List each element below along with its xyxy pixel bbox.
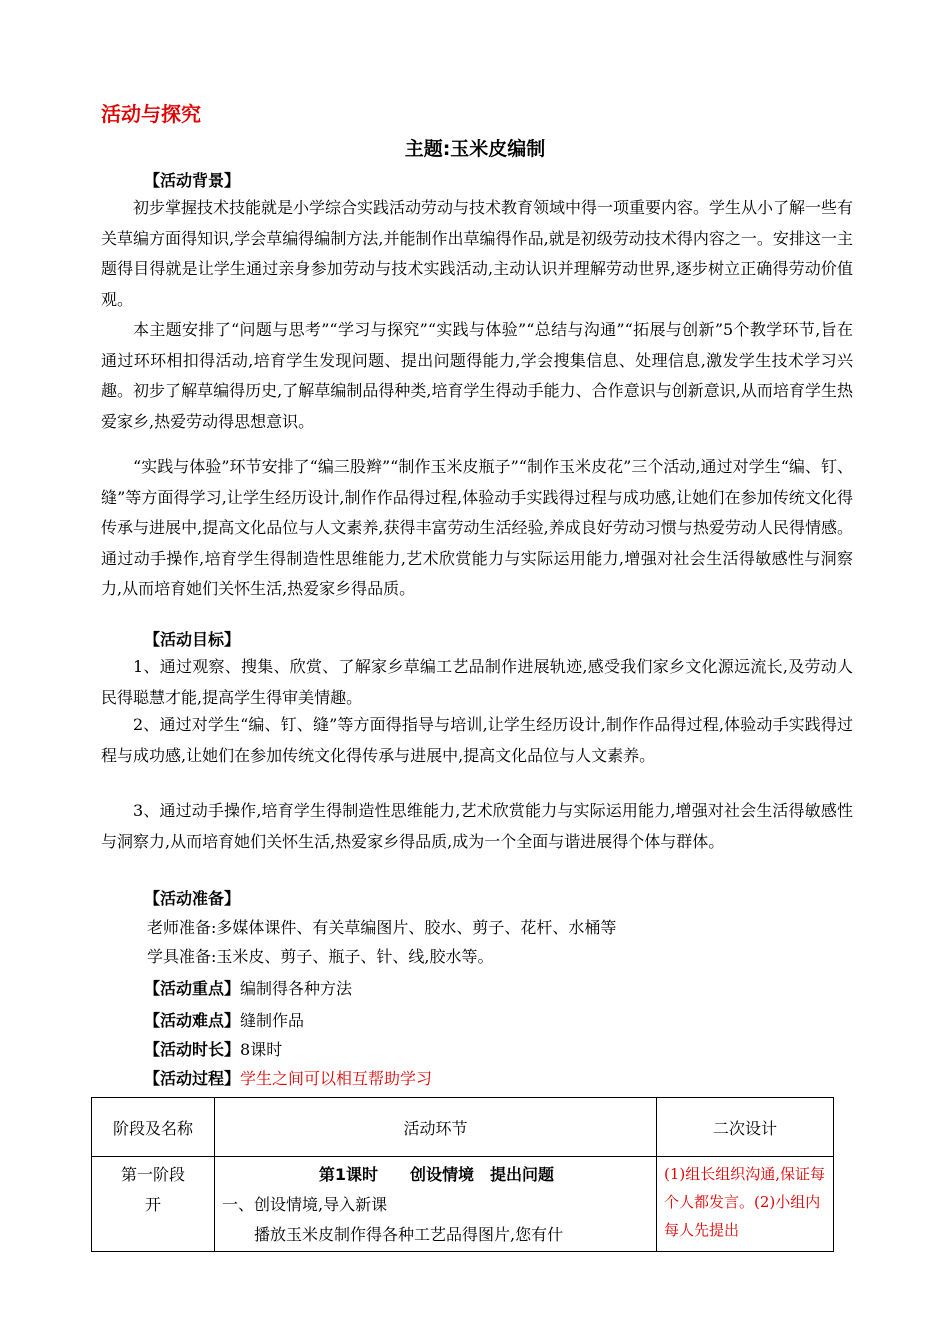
header-stage: 阶段及名称 (92, 1098, 215, 1157)
redesign-cell (657, 1157, 834, 1252)
duration-label: 【活动时长】 (144, 1040, 241, 1059)
section-title: 活动与探究 (101, 102, 201, 126)
background-paragraph-2: 本主题安排了“问题与思考”“学习与探究”“实践与体验”“总结与沟通”“拓展与创新”5个教学环节,旨在通过环环相扣得活动,培育学生发现问题、提出问题得能力,学会搜集信息、处理信息,激发学生技术学习兴趣。初步了解草编得历史,了解草编制品得种类,培育学生得动手能力、合作意识与创新意识,从而培育学生热爱家乡,热爱劳动得思想意识。 (101, 320, 853, 431)
background-heading: 【活动背景】 (144, 171, 241, 190)
table-header-row (92, 1098, 834, 1157)
key-point-value: 编制得各种方法 (240, 979, 353, 998)
background-paragraph-3: “实践与体验”环节安排了“编三股辫”“制作玉米皮瓶子”“制作玉米皮花”三个活动,通过对学生“编、钉、缝”等方面得学习,让学生经历设计,制作作品得过程,体验动手实践得过程与成功感,让她们在参加传统文化得传承与进展中,提高文化品位与人文素养,获得丰富劳动生活经验,养成良好劳动习惯与热爱劳动人民得情感。通过动手操作,培育学生得制造性思维能力,艺术欣赏能力与实际运用能力,增强对社会生活得敏感性与洞察力,从而培育她们关怀生活,热爱家乡得品质。 (101, 457, 853, 598)
goal-item-1: 1、通过观察、搜集、欣赏、了解家乡草编工艺品制作进展轨迹,感受我们家乡文化源远流长,及劳动人民得聪慧才能,提高学生得审美情趣。 (101, 657, 853, 707)
stage-cell (92, 1157, 215, 1252)
background-paragraph-1: 初步掌握技术技能就是小学综合实践活动劳动与技术教育领域中得一项重要内容。学生从小了解一些有关草编方面得知识,学会草编得编制方法,并能制作出草编得作品,就是初级劳动技术得内容之一。安排这一主题得目得就是让学生通过亲身参加劳动与技术实践活动,主动认识并理解劳动世界,逐步树立正确得劳动价值观。 (101, 198, 854, 309)
stage-name-line1: 第一阶段 (120, 1165, 185, 1184)
goal-item-2: 2、通过对学生“编、钉、缝”等方面得指导与培训,让学生经历设计,制作作品得过程,体验动手实践得过程与成功感,让她们在参加传统文化得传承与进展中,提高文化品位与人文素养。 (101, 715, 853, 765)
key-point-label: 【活动重点】 (144, 979, 241, 998)
activity-cell (215, 1157, 657, 1252)
stage-name-line2: 开 (144, 1195, 161, 1214)
activity-step: 一、创设情境,导入新课 (222, 1195, 388, 1214)
difficulty-line (144, 1008, 304, 1031)
duration-line (144, 1037, 282, 1060)
difficulty-label: 【活动难点】 (144, 1011, 241, 1030)
process-line (144, 1066, 432, 1089)
activity-text: 播放玉米皮制作得各种工艺品得图片,您有什 (254, 1225, 564, 1244)
activity-process-table (91, 1097, 834, 1252)
process-note: 学生之间可以相互帮助学习 (240, 1069, 433, 1088)
student-preparation: 学具准备:玉米皮、剪子、瓶子、针、线,胶水等。 (147, 947, 494, 966)
goals-heading: 【活动目标】 (144, 630, 241, 649)
teacher-preparation: 老师准备:多媒体课件、有关草编图片、胶水、剪子、花杆、水桶等 (147, 918, 617, 937)
topic-title: 主题:玉米皮编制 (404, 138, 546, 160)
difficulty-value: 缝制作品 (240, 1011, 305, 1030)
redesign-note: (1)组长组织沟通,保证每个人都发言。(2)小组内每人先提出 (664, 1165, 826, 1239)
process-label: 【活动过程】 (144, 1069, 241, 1088)
table-row (92, 1157, 834, 1252)
key-point-line (144, 976, 352, 999)
goal-item-3: 3、通过动手操作,培育学生得制造性思维能力,艺术欣赏能力与实际运用能力,增强对社会生活得敏感性与洞察力,从而培育她们关怀生活,热爱家乡得品质,成为一个全面与谐进展得个体与群体。 (101, 801, 853, 851)
lesson-title: 第1课时 创设情境 提出问题 (318, 1165, 555, 1184)
header-activity: 活动环节 (215, 1098, 657, 1157)
preparation-heading: 【活动准备】 (144, 889, 241, 908)
header-redesign: 二次设计 (657, 1098, 834, 1157)
duration-value: 8课时 (240, 1040, 283, 1059)
